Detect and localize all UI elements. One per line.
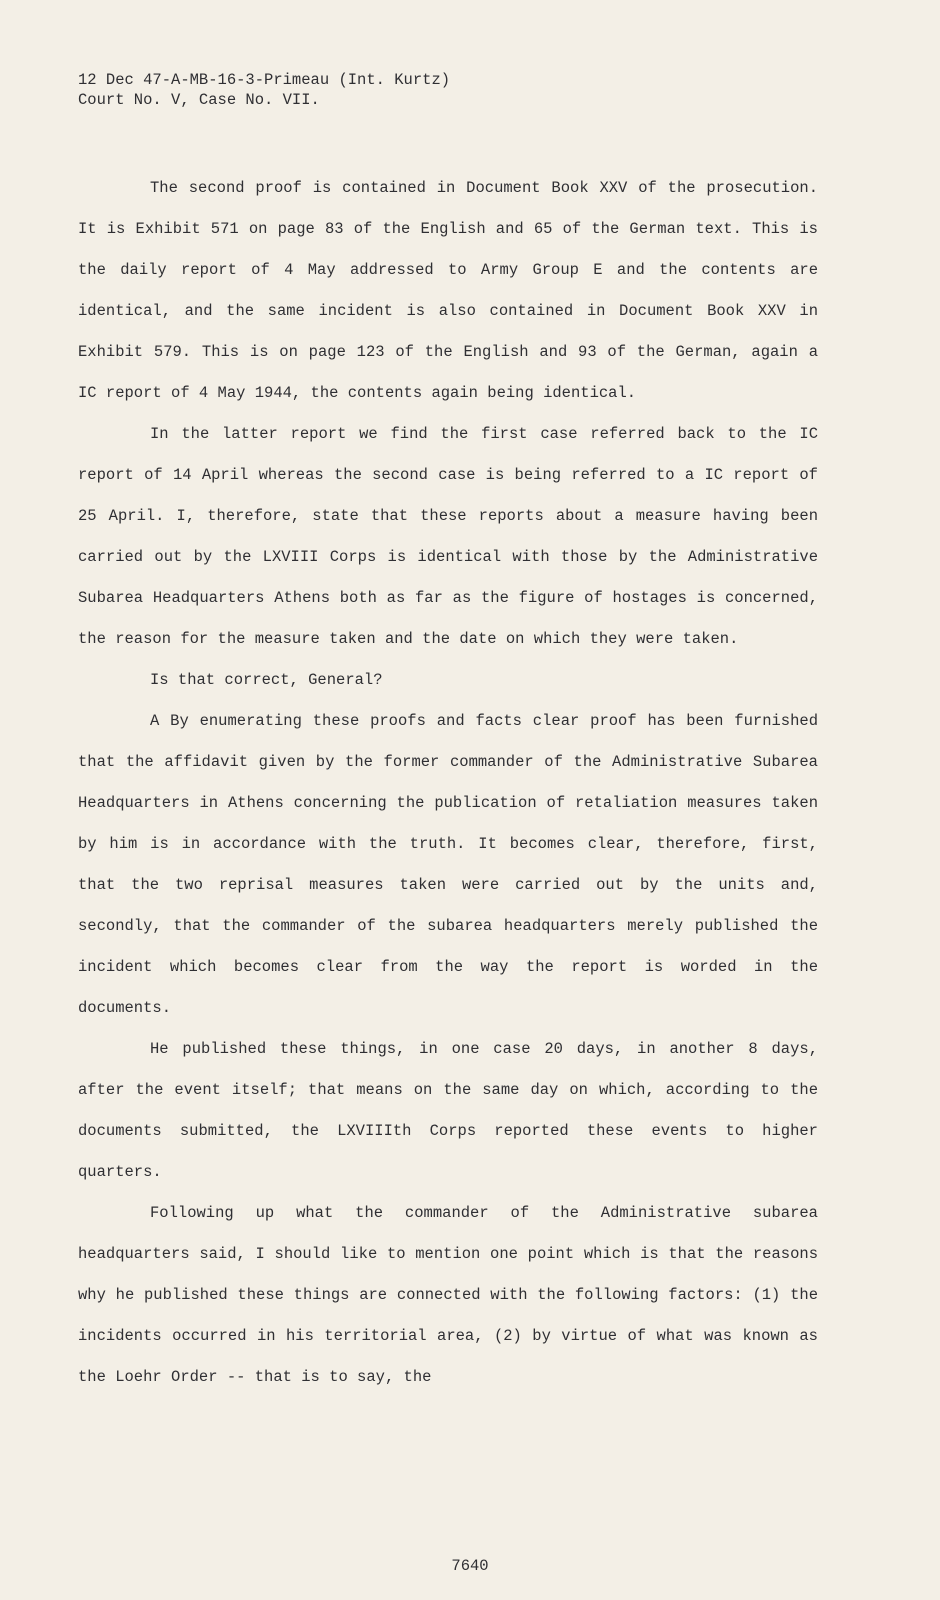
page-number: 7640 (451, 1557, 489, 1575)
paragraph-latter-report: In the latter report we find the first case referred back to the IC report of 14 April whereas the second case is being referred to a IC report of 25 April. I, therefore, state that these reports about a measure having been carried out by the LXVIII Corps is identical with those by the Administrative Subarea Headquarters Athens both as far as the figure of hostages is concerned, the reason for the measure taken and the date on which they were taken. (78, 425, 818, 648)
transcript-body (78, 168, 818, 1398)
paragraph-following-up: Following up what the commander of the Administrative subarea headquarters said, I should like to mention one point which is that the reasons why he published these things are connected with the following factors: (1) the incidents occurred in his territorial area, (2) by virtue of what was known as the Loehr Order -- that is to say, the (78, 1204, 818, 1386)
header-court-line: Court No. V, Case No. VII. (78, 91, 320, 109)
header-session-line: 12 Dec 47-A-MB-16-3-Primeau (Int. Kurtz) (78, 71, 451, 89)
answer-paragraph: A By enumerating these proofs and facts clear proof has been furnished that the affidavit given by the former commander of the Administrative Subarea Headquarters in Athens concerning the publication of retaliation measures taken by him is in accordance with the truth. It becomes clear, therefore, first, that the two reprisal measures taken were carried out by the units and, secondly, that the commander of the subarea headquarters merely published the incident which becomes clear from the way the report is worded in the documents. (78, 712, 818, 1017)
paragraph-published: He published these things, in one case 20 days, in another 8 days, after the event itself; that means on the same day on which, according to the documents submitted, the LXVIIIth Corps reported these events to higher quarters. (78, 1040, 818, 1181)
paragraph-second-proof: The second proof is contained in Document Book XXV of the prosecution. It is Exhibit 571 on page 83 of the English and 65 of the German text. This is the daily report of 4 May addressed to Army Group E and the contents are identical, and the same incident is also contained in Document Book XXV in Exhibit 579. This is on page 123 of the English and 93 of the German, again a IC report of 4 May 1944, the contents again being identical. (78, 179, 818, 402)
question-line: Is that correct, General? (150, 671, 383, 689)
transcript-header (78, 70, 450, 110)
